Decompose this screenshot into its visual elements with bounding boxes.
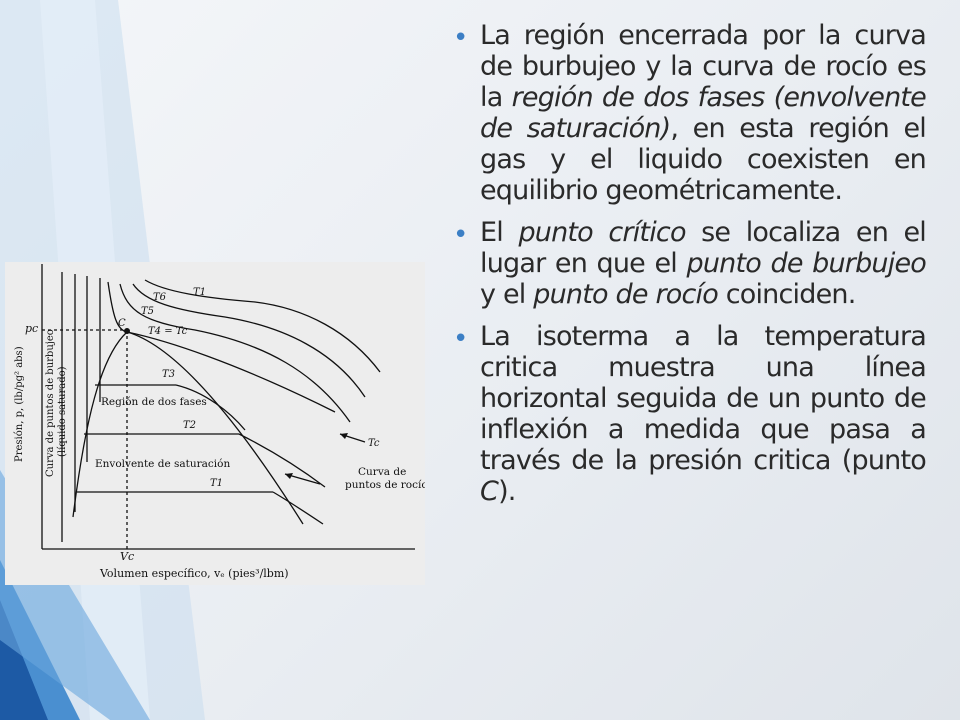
isotherm-t1-low	[273, 492, 323, 524]
bullet-item: • El punto crítico se localiza en el lugar en que el punto de burbujeo y el punto de rocío coinciden.	[453, 217, 927, 310]
isotherm-label-t6: T6	[153, 292, 167, 303]
bullet-dot-icon: •	[453, 23, 468, 53]
isotherm-label-t1-high: T1	[193, 287, 207, 298]
tc-arrow-label: Tc	[368, 438, 380, 449]
two-phase-label: Región de dos fases	[101, 396, 207, 408]
pc-label: pc	[25, 322, 39, 335]
isotherm-label-t4-tc: T4 = Tc	[148, 326, 188, 337]
point-c-label: C	[118, 318, 126, 329]
isotherm-label-t3: T3	[162, 369, 176, 380]
bullet-dot-icon: •	[453, 324, 468, 354]
vc-label: Vc	[120, 550, 135, 563]
isotherm-label-t1-low: T1	[210, 478, 224, 489]
bullet-list	[448, 20, 926, 518]
dew-point-curve	[127, 332, 303, 524]
bullet-dot-icon: •	[453, 220, 468, 250]
phase-diagram-svg	[5, 262, 425, 585]
bubble-curve-label-2: (líquido saturado)	[57, 366, 68, 457]
bubble-curve-label-1: Curva de puntos de burbujeo	[45, 329, 56, 477]
isotherm-label-t5: T5	[141, 306, 155, 317]
phase-diagram-figure	[5, 262, 425, 585]
dew-curve-label-1: Curva de	[358, 466, 407, 478]
bullet-item: • La isoterma a la temperatura critica muestra una línea horizontal seguida de un punto de inflexión a medida que pasa a través de la presión critica (punto C).	[453, 321, 926, 507]
x-axis-label: Volumen específico, vₑ (pies³/lbm)	[100, 567, 289, 580]
dew-curve-label-2: puntos de rocío	[345, 479, 425, 491]
y-axis-label: Presión, p, (lb/pg² abs)	[14, 346, 25, 462]
envelope-label: Envolvente de saturación	[95, 458, 231, 470]
isotherm-tc	[108, 282, 335, 412]
isotherm-label-t2: T2	[183, 420, 197, 431]
bullet-item: • La región encerrada por la curva de burbujeo y la curva de rocío es la región de dos fases (envolvente de saturación), en esta región el gas y el liquido coexisten en equilibrio geométricamente.	[453, 20, 927, 206]
isotherm-t2	[239, 434, 325, 487]
